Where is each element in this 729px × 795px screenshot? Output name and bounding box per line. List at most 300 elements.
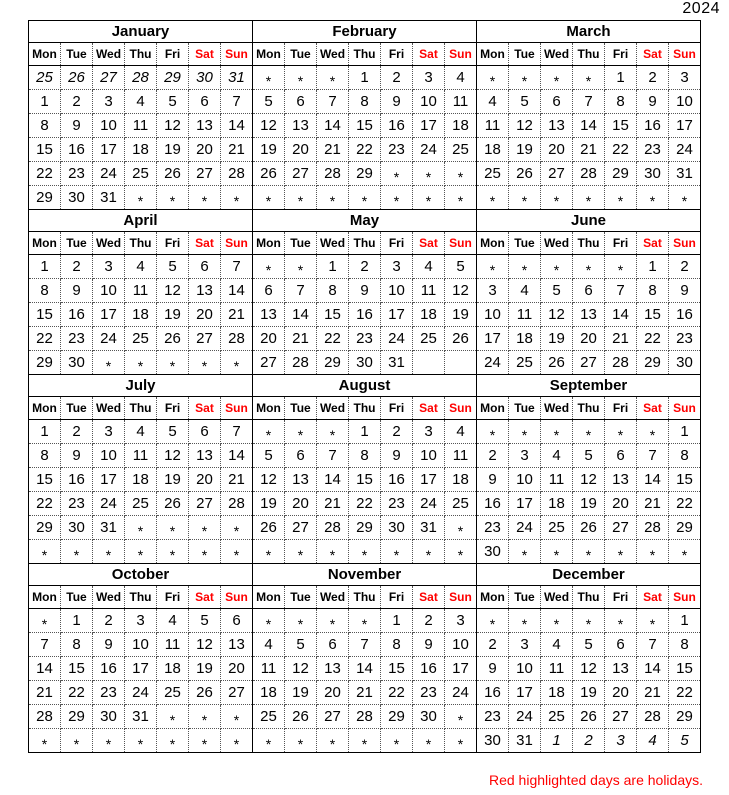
day-cell: 5 — [669, 729, 701, 753]
week-row — [29, 705, 253, 729]
weekday-sun: Sun — [221, 397, 253, 420]
day-cell: 10 — [477, 303, 509, 327]
week-row — [253, 66, 477, 90]
empty-day-cell: * — [317, 609, 349, 633]
empty-day-cell: * — [509, 255, 541, 279]
empty-day-cell: * — [445, 162, 477, 186]
week-row — [253, 609, 477, 633]
day-cell: 25 — [125, 492, 157, 516]
day-cell: 4 — [125, 255, 157, 279]
day-cell: 17 — [93, 468, 125, 492]
empty-day-cell: * — [317, 540, 349, 564]
day-cell: 29 — [349, 516, 381, 540]
day-cell: 4 — [445, 66, 477, 90]
day-cell: 19 — [285, 681, 317, 705]
week-row — [253, 657, 477, 681]
weekday-fri: Fri — [605, 232, 637, 255]
day-cell: 1 — [29, 255, 61, 279]
day-cell: 20 — [189, 303, 221, 327]
weekday-sat: Sat — [413, 586, 445, 609]
day-cell: 3 — [509, 633, 541, 657]
month-title: March — [477, 21, 701, 43]
weekday-mon: Mon — [29, 397, 61, 420]
day-cell: 28 — [317, 162, 349, 186]
month-title: December — [477, 564, 701, 586]
weekday-fri: Fri — [381, 586, 413, 609]
weekday-thu: Thu — [349, 232, 381, 255]
day-cell: 16 — [477, 492, 509, 516]
weekday-wed: Wed — [317, 586, 349, 609]
day-cell: 13 — [317, 657, 349, 681]
day-cell: 26 — [541, 351, 573, 375]
day-cell: 8 — [605, 90, 637, 114]
day-cell: 29 — [29, 516, 61, 540]
day-cell: 4 — [413, 255, 445, 279]
weekday-fri: Fri — [381, 397, 413, 420]
day-cell: 14 — [221, 444, 253, 468]
week-row — [253, 279, 477, 303]
week-row — [253, 162, 477, 186]
day-cell: 7 — [285, 279, 317, 303]
weekday-wed: Wed — [93, 43, 125, 66]
day-cell: 8 — [349, 444, 381, 468]
weekday-fri: Fri — [605, 43, 637, 66]
day-cell: 26 — [573, 705, 605, 729]
day-cell: 20 — [253, 327, 285, 351]
day-cell: 1 — [317, 255, 349, 279]
empty-day-cell: * — [637, 186, 669, 210]
day-cell: 18 — [509, 327, 541, 351]
day-cell: 6 — [285, 90, 317, 114]
empty-day-cell: * — [125, 729, 157, 753]
weekday-sun: Sun — [221, 43, 253, 66]
day-cell: 6 — [189, 255, 221, 279]
day-cell: 15 — [61, 657, 93, 681]
day-cell: 26 — [445, 327, 477, 351]
day-cell: 17 — [93, 138, 125, 162]
month-title: August — [253, 375, 477, 397]
weekday-wed: Wed — [541, 397, 573, 420]
day-cell: 29 — [637, 351, 669, 375]
weekday-thu: Thu — [125, 397, 157, 420]
day-cell: 16 — [381, 468, 413, 492]
day-cell: 28 — [29, 705, 61, 729]
week-row — [477, 540, 701, 564]
day-cell: 3 — [413, 66, 445, 90]
week-row — [477, 114, 701, 138]
day-cell: 15 — [349, 468, 381, 492]
day-cell: 15 — [637, 303, 669, 327]
empty-day-cell: * — [573, 540, 605, 564]
weekday-sun: Sun — [445, 586, 477, 609]
month-title-row — [477, 564, 701, 586]
week-row — [29, 540, 253, 564]
week-row — [253, 327, 477, 351]
day-cell: 2 — [349, 255, 381, 279]
month-title-row — [29, 210, 253, 232]
day-cell: 9 — [381, 90, 413, 114]
day-cell: 27 — [253, 351, 285, 375]
empty-day-cell: * — [157, 351, 189, 375]
weekday-sun: Sun — [669, 397, 701, 420]
day-cell: 16 — [477, 681, 509, 705]
day-cell: 21 — [221, 468, 253, 492]
month-title: February — [253, 21, 477, 43]
empty-day-cell: * — [413, 729, 445, 753]
day-cell: 15 — [381, 657, 413, 681]
empty-day-cell: * — [253, 609, 285, 633]
day-cell: 2 — [637, 66, 669, 90]
day-cell: 4 — [509, 279, 541, 303]
day-cell: 27 — [317, 705, 349, 729]
empty-day-cell: * — [381, 540, 413, 564]
empty-day-cell: * — [509, 540, 541, 564]
day-cell: 25 — [509, 351, 541, 375]
month-title-row — [253, 375, 477, 397]
day-cell: 1 — [349, 420, 381, 444]
day-cell: 17 — [413, 468, 445, 492]
empty-day-cell: * — [541, 609, 573, 633]
empty-day-cell: * — [157, 729, 189, 753]
day-cell: 30 — [93, 705, 125, 729]
day-cell: 13 — [285, 114, 317, 138]
weekday-wed: Wed — [541, 232, 573, 255]
day-cell: 5 — [573, 444, 605, 468]
day-cell: 24 — [509, 705, 541, 729]
weekday-mon: Mon — [253, 397, 285, 420]
weekday-header-row — [29, 43, 253, 66]
day-cell: 17 — [669, 114, 701, 138]
empty-day-cell: * — [221, 705, 253, 729]
day-cell: 7 — [637, 444, 669, 468]
empty-day-cell: * — [445, 540, 477, 564]
month-title: September — [477, 375, 701, 397]
day-cell: 27 — [541, 162, 573, 186]
day-cell: 10 — [509, 657, 541, 681]
day-cell: 20 — [317, 681, 349, 705]
week-row — [477, 162, 701, 186]
calendar-grid — [28, 20, 701, 753]
week-row — [477, 255, 701, 279]
empty-day-cell: * — [637, 609, 669, 633]
day-cell: 10 — [413, 90, 445, 114]
empty-day-cell: * — [125, 540, 157, 564]
empty-day-cell: * — [349, 609, 381, 633]
day-cell: 23 — [349, 327, 381, 351]
weekday-tue: Tue — [61, 397, 93, 420]
day-cell: 31 — [93, 516, 125, 540]
empty-day-cell: * — [413, 162, 445, 186]
day-cell: 18 — [413, 303, 445, 327]
week-row — [253, 633, 477, 657]
day-cell: 13 — [605, 657, 637, 681]
weekday-sat: Sat — [637, 232, 669, 255]
day-cell: 26 — [509, 162, 541, 186]
day-cell: 7 — [317, 444, 349, 468]
empty-day-cell: * — [541, 540, 573, 564]
day-cell: 23 — [61, 492, 93, 516]
day-cell: 9 — [349, 279, 381, 303]
day-cell: 1 — [29, 420, 61, 444]
day-cell: 10 — [509, 468, 541, 492]
day-cell: 23 — [61, 162, 93, 186]
day-cell: 8 — [29, 444, 61, 468]
day-cell: 12 — [445, 279, 477, 303]
day-cell: 11 — [413, 279, 445, 303]
day-cell: 17 — [381, 303, 413, 327]
empty-day-cell: * — [93, 351, 125, 375]
day-cell: 6 — [541, 90, 573, 114]
empty-day-cell: * — [477, 420, 509, 444]
day-cell: 14 — [221, 114, 253, 138]
weekday-sun: Sun — [221, 586, 253, 609]
day-cell: 5 — [509, 90, 541, 114]
empty-day-cell: * — [317, 66, 349, 90]
month-band — [28, 374, 701, 564]
day-cell: 29 — [605, 162, 637, 186]
day-cell: 2 — [61, 255, 93, 279]
month-june — [476, 209, 701, 375]
day-cell: 11 — [541, 468, 573, 492]
empty-day-cell: * — [669, 186, 701, 210]
week-row — [253, 444, 477, 468]
weekday-sun: Sun — [445, 232, 477, 255]
day-cell: 30 — [477, 729, 509, 753]
empty-day-cell: * — [221, 729, 253, 753]
month-title: May — [253, 210, 477, 232]
day-cell: 12 — [573, 468, 605, 492]
week-row — [477, 303, 701, 327]
week-row — [477, 444, 701, 468]
day-cell: 5 — [157, 90, 189, 114]
day-cell: 24 — [509, 516, 541, 540]
day-cell: 26 — [573, 516, 605, 540]
day-cell: 5 — [157, 420, 189, 444]
day-cell: 23 — [381, 138, 413, 162]
day-cell: 24 — [381, 327, 413, 351]
day-cell: 7 — [573, 90, 605, 114]
day-cell: 6 — [285, 444, 317, 468]
day-cell: 1 — [669, 420, 701, 444]
day-cell: 12 — [285, 657, 317, 681]
weekday-mon: Mon — [477, 232, 509, 255]
month-november — [252, 563, 477, 753]
day-cell: 29 — [61, 705, 93, 729]
empty-day-cell: * — [637, 420, 669, 444]
empty-day-cell: * — [157, 705, 189, 729]
month-title-row — [477, 21, 701, 43]
week-row — [29, 468, 253, 492]
day-cell: 21 — [317, 492, 349, 516]
day-cell: 22 — [349, 492, 381, 516]
day-cell: 9 — [93, 633, 125, 657]
day-cell: 19 — [157, 303, 189, 327]
empty-day-cell: * — [189, 729, 221, 753]
day-cell: 20 — [605, 681, 637, 705]
empty-day-cell: * — [29, 609, 61, 633]
month-title: June — [477, 210, 701, 232]
week-row — [29, 420, 253, 444]
day-cell: 2 — [477, 444, 509, 468]
empty-day-cell: * — [509, 420, 541, 444]
day-cell: 3 — [605, 729, 637, 753]
day-cell: 4 — [637, 729, 669, 753]
day-cell: 24 — [477, 351, 509, 375]
week-row — [477, 681, 701, 705]
day-cell: 3 — [93, 255, 125, 279]
empty-day-cell: * — [317, 186, 349, 210]
day-cell: 30 — [669, 351, 701, 375]
day-cell: 1 — [61, 609, 93, 633]
day-cell: 24 — [445, 681, 477, 705]
day-cell: 21 — [573, 138, 605, 162]
weekday-mon: Mon — [477, 43, 509, 66]
day-cell: 28 — [125, 66, 157, 90]
day-cell: 14 — [221, 279, 253, 303]
weekday-header-row — [29, 397, 253, 420]
empty-day-cell: * — [93, 729, 125, 753]
week-row — [29, 162, 253, 186]
week-row — [477, 279, 701, 303]
empty-day-cell: * — [605, 255, 637, 279]
day-cell: 1 — [669, 609, 701, 633]
day-cell: 4 — [541, 444, 573, 468]
day-cell: 13 — [189, 114, 221, 138]
day-cell: 22 — [605, 138, 637, 162]
month-band — [28, 20, 701, 210]
day-cell: 26 — [253, 516, 285, 540]
weekday-wed: Wed — [93, 397, 125, 420]
day-cell: 16 — [669, 303, 701, 327]
day-cell: 28 — [221, 492, 253, 516]
empty-day-cell: * — [573, 420, 605, 444]
weekday-tue: Tue — [285, 232, 317, 255]
day-cell: 25 — [445, 138, 477, 162]
day-cell: 24 — [669, 138, 701, 162]
day-cell: 14 — [349, 657, 381, 681]
day-cell: 9 — [637, 90, 669, 114]
day-cell: 4 — [445, 420, 477, 444]
empty-day-cell: * — [541, 66, 573, 90]
empty-day-cell: * — [285, 186, 317, 210]
weekday-sun: Sun — [445, 43, 477, 66]
day-cell: 9 — [381, 444, 413, 468]
weekday-sat: Sat — [413, 43, 445, 66]
weekday-sat: Sat — [413, 397, 445, 420]
day-cell: 13 — [573, 303, 605, 327]
day-cell: 9 — [413, 633, 445, 657]
day-cell: 4 — [157, 609, 189, 633]
day-cell: 14 — [285, 303, 317, 327]
empty-day-cell: * — [221, 516, 253, 540]
day-cell: 19 — [509, 138, 541, 162]
month-july — [28, 374, 253, 564]
day-cell: 24 — [413, 492, 445, 516]
week-row — [253, 351, 477, 375]
day-cell: 27 — [605, 705, 637, 729]
day-cell: 11 — [445, 90, 477, 114]
empty-day-cell: * — [253, 66, 285, 90]
day-cell: 27 — [573, 351, 605, 375]
weekday-wed: Wed — [317, 43, 349, 66]
day-cell: 28 — [637, 516, 669, 540]
weekday-wed: Wed — [317, 232, 349, 255]
day-cell: 1 — [637, 255, 669, 279]
week-row — [477, 657, 701, 681]
month-title-row — [477, 375, 701, 397]
day-cell: 30 — [61, 186, 93, 210]
week-row — [477, 420, 701, 444]
day-cell: 20 — [573, 327, 605, 351]
day-cell: 12 — [509, 114, 541, 138]
empty-day-cell: * — [125, 516, 157, 540]
week-row — [29, 138, 253, 162]
day-cell: 29 — [29, 186, 61, 210]
empty-day-cell: * — [573, 186, 605, 210]
empty-day-cell: * — [605, 609, 637, 633]
day-cell: 20 — [285, 138, 317, 162]
weekday-thu: Thu — [573, 43, 605, 66]
day-cell: 6 — [605, 444, 637, 468]
year-label: 2024 — [682, 0, 720, 17]
weekday-mon: Mon — [477, 586, 509, 609]
weekday-sat: Sat — [637, 397, 669, 420]
week-row — [253, 420, 477, 444]
day-cell: 22 — [637, 327, 669, 351]
day-cell: 23 — [381, 492, 413, 516]
empty-day-cell: * — [285, 420, 317, 444]
weekday-header-row — [253, 43, 477, 66]
day-cell: 28 — [317, 516, 349, 540]
day-cell: 16 — [349, 303, 381, 327]
empty-day-cell: * — [381, 162, 413, 186]
day-cell: 12 — [253, 468, 285, 492]
week-row — [253, 90, 477, 114]
day-cell: 18 — [125, 468, 157, 492]
day-cell: 6 — [189, 420, 221, 444]
empty-day-cell: * — [93, 540, 125, 564]
empty-day-cell: * — [445, 729, 477, 753]
empty-day-cell: * — [605, 540, 637, 564]
day-cell: 30 — [61, 351, 93, 375]
empty-day-cell: * — [381, 729, 413, 753]
empty-day-cell: * — [541, 186, 573, 210]
day-cell: 8 — [637, 279, 669, 303]
day-cell: 18 — [253, 681, 285, 705]
week-row — [29, 492, 253, 516]
empty-day-cell: * — [477, 66, 509, 90]
week-row — [477, 186, 701, 210]
day-cell: 7 — [221, 90, 253, 114]
week-row — [253, 705, 477, 729]
day-cell: 14 — [605, 303, 637, 327]
weekday-thu: Thu — [573, 586, 605, 609]
weekday-header-row — [477, 586, 701, 609]
empty-day-cell: * — [221, 186, 253, 210]
day-cell: 24 — [125, 681, 157, 705]
weekday-header-row — [253, 232, 477, 255]
day-cell: 2 — [381, 420, 413, 444]
week-row — [29, 657, 253, 681]
month-title: October — [29, 564, 253, 586]
day-cell: 19 — [157, 138, 189, 162]
day-cell: 31 — [669, 162, 701, 186]
day-cell: 22 — [669, 681, 701, 705]
empty-day-cell: * — [125, 186, 157, 210]
day-cell: 8 — [317, 279, 349, 303]
day-cell: 1 — [605, 66, 637, 90]
day-cell: 5 — [253, 90, 285, 114]
